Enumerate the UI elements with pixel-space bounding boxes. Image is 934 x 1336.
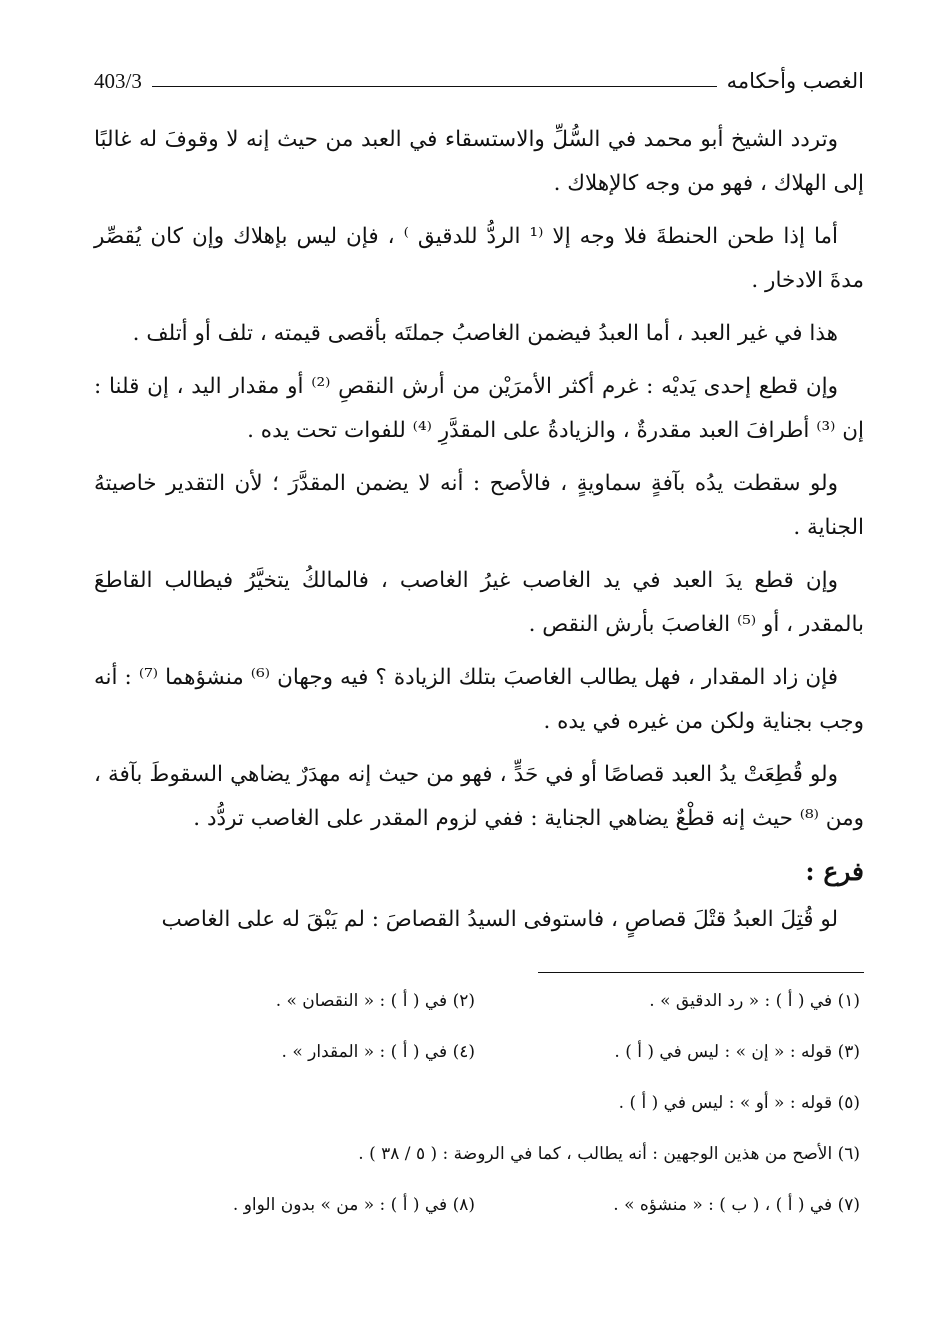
footnote-row — [94, 1193, 864, 1217]
paragraph: وإن قطع إحدى يَديْه : غرم أكثر الأمرَيْن من أرش النقصِ ⁽²⁾ أو مقدار اليد ، إن قلنا : إن ⁽³⁾ أطرافَ العبد مقدرةٌ ، والزيادةُ على المقدَّرِ ⁽⁴⁾ للفوات تحت يده . — [94, 374, 864, 443]
paragraph: ولو سقطت يدُه بآفةٍ سماويةٍ ، فالأصح : أنه لا يضمن المقدَّرَ ؛ لأن التقدير خاصيتهُ الجناية . — [94, 471, 864, 540]
paragraph: أما إذا طحن الحنطةَ فلا وجه إلا ⁽¹ الردُّ للدقيق ⁾ ، فإن ليس بإهلاك وإن كان يُقصِّر مدةَ الادخار . — [94, 224, 864, 293]
branch-paragraph: لو قُتِلَ العبدُ قتْلَ قصاصٍ ، فاستوفى السيدُ القصاصَ : لم يَبْقَ له على الغاصب — [161, 907, 838, 932]
footnote-row — [94, 989, 864, 1013]
page-number: 403/3 — [94, 69, 142, 93]
footnote-separator — [538, 972, 864, 973]
paragraph: وإن قطع يدَ العبد في يد الغاصب غيرُ الغاصب ، فالمالكُ يتخيَّرُ فيطالب القاطعَ بالمقدر ، أو ⁽⁵⁾ الغاصبَ بأرش النقص . — [94, 568, 864, 637]
footnote-4: (٤) في ( أ ) : « المقدار » . — [281, 1042, 475, 1062]
header-rule — [152, 86, 717, 87]
footnote-5: (٥) قوله : « أو » : ليس في ( أ ) . — [618, 1093, 860, 1113]
footnote-3: (٣) قوله : « إن » : ليس في ( أ ) . — [614, 1042, 860, 1062]
footnote-8: (٨) في ( أ ) : « من » بدون الواو . — [232, 1195, 475, 1215]
paragraph: وتردد الشيخ أبو محمد في السُّلِّ والاستسقاء في العبد من حيث إنه لا وقوفَ له غالبًا إلى الهلاك ، فهو من وجه كالإهلاك . — [94, 127, 864, 196]
footnote-row — [94, 1142, 864, 1166]
chapter-title: الغصب وأحكامه — [726, 69, 864, 93]
paragraph: ولو قُطِعَتْ يدُ العبد قصاصًا أو في حَدٍّ ، فهو من حيث إنه مهدَرٌ يضاهي السقوطَ بآفة ، ومن ⁽⁸⁾ حيث إنه قطْعٌ يضاهي الجناية : ففي لزوم المقدر على الغاصب تردُّد . — [94, 762, 864, 831]
paragraph: فإن زاد المقدار ، فهل يطالب الغاصبَ بتلك الزيادة ؟ فيه وجهان ⁽⁶⁾ منشؤهما ⁽⁷⁾ : أنه وجب بجناية ولكن من غيره في يده . — [94, 665, 864, 734]
running-header — [94, 58, 864, 92]
footnote-6: (٦) الأصح من هذين الوجهين : أنه يطالب ، كما في الروضة : ( ٥ / ٣٨ ) . — [358, 1144, 860, 1164]
footnotes — [94, 989, 864, 1217]
footnote-1: (١) في ( أ ) : « رد الدقيق » . — [649, 991, 860, 1011]
footnote-2: (٢) في ( أ ) : « النقصان » . — [275, 991, 475, 1011]
footnote-row — [94, 1091, 864, 1115]
footnote-row — [94, 1040, 864, 1064]
paragraph: هذا في غير العبد ، أما العبدُ فيضمن الغاصبُ جملتَه بأقصى قيمته ، تلف أو أتلف . — [132, 321, 838, 346]
book-page — [94, 58, 864, 1308]
footnote-7: (٧) في ( أ ) ، ( ب ) : « منشؤه » . — [613, 1195, 860, 1215]
branch-heading: فرع : — [805, 857, 864, 886]
main-text — [94, 118, 864, 942]
